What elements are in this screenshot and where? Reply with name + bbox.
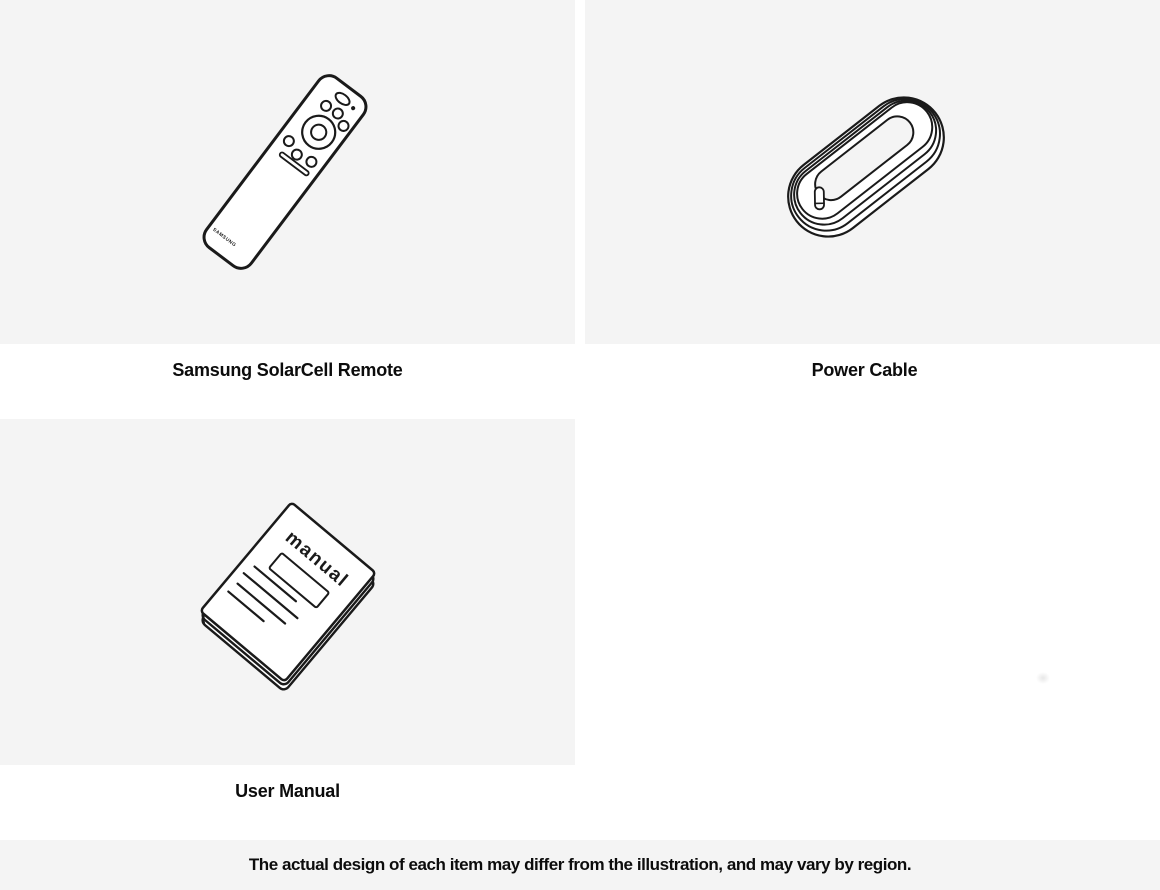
remote-illustration [0, 0, 575, 344]
power-cable-illustration [585, 0, 1160, 344]
remote-brand-text: SAMSUNG [211, 227, 237, 249]
row-2 [0, 419, 1160, 840]
remote-caption-band [0, 344, 575, 419]
power-cable-caption-band [585, 344, 1160, 419]
manual-cover-text: manual [281, 527, 353, 592]
column-divider [575, 0, 585, 419]
accessory-cell-remote [0, 0, 575, 419]
footer-disclaimer-bar [0, 840, 1160, 890]
disclaimer-text: The actual design of each item may differ from the illustration, and may vary by region. [248, 855, 912, 874]
accessory-cell-user-manual [0, 419, 575, 840]
user-manual-caption-band [0, 765, 575, 840]
power-cable-label: Power Cable [811, 360, 918, 380]
empty-cell [585, 419, 1160, 840]
row-1 [0, 0, 1160, 419]
power-cable-line-art [585, 0, 1160, 344]
accessory-cell-power-cable [585, 0, 1160, 419]
remote-label: Samsung SolarCell Remote [172, 360, 403, 380]
column-divider-2 [575, 419, 585, 840]
user-manual-label: User Manual [235, 781, 340, 801]
user-manual-illustration [0, 419, 575, 765]
user-manual-line-art [0, 419, 575, 765]
remote-line-art [0, 0, 575, 344]
smudge-artifact [1036, 672, 1050, 684]
